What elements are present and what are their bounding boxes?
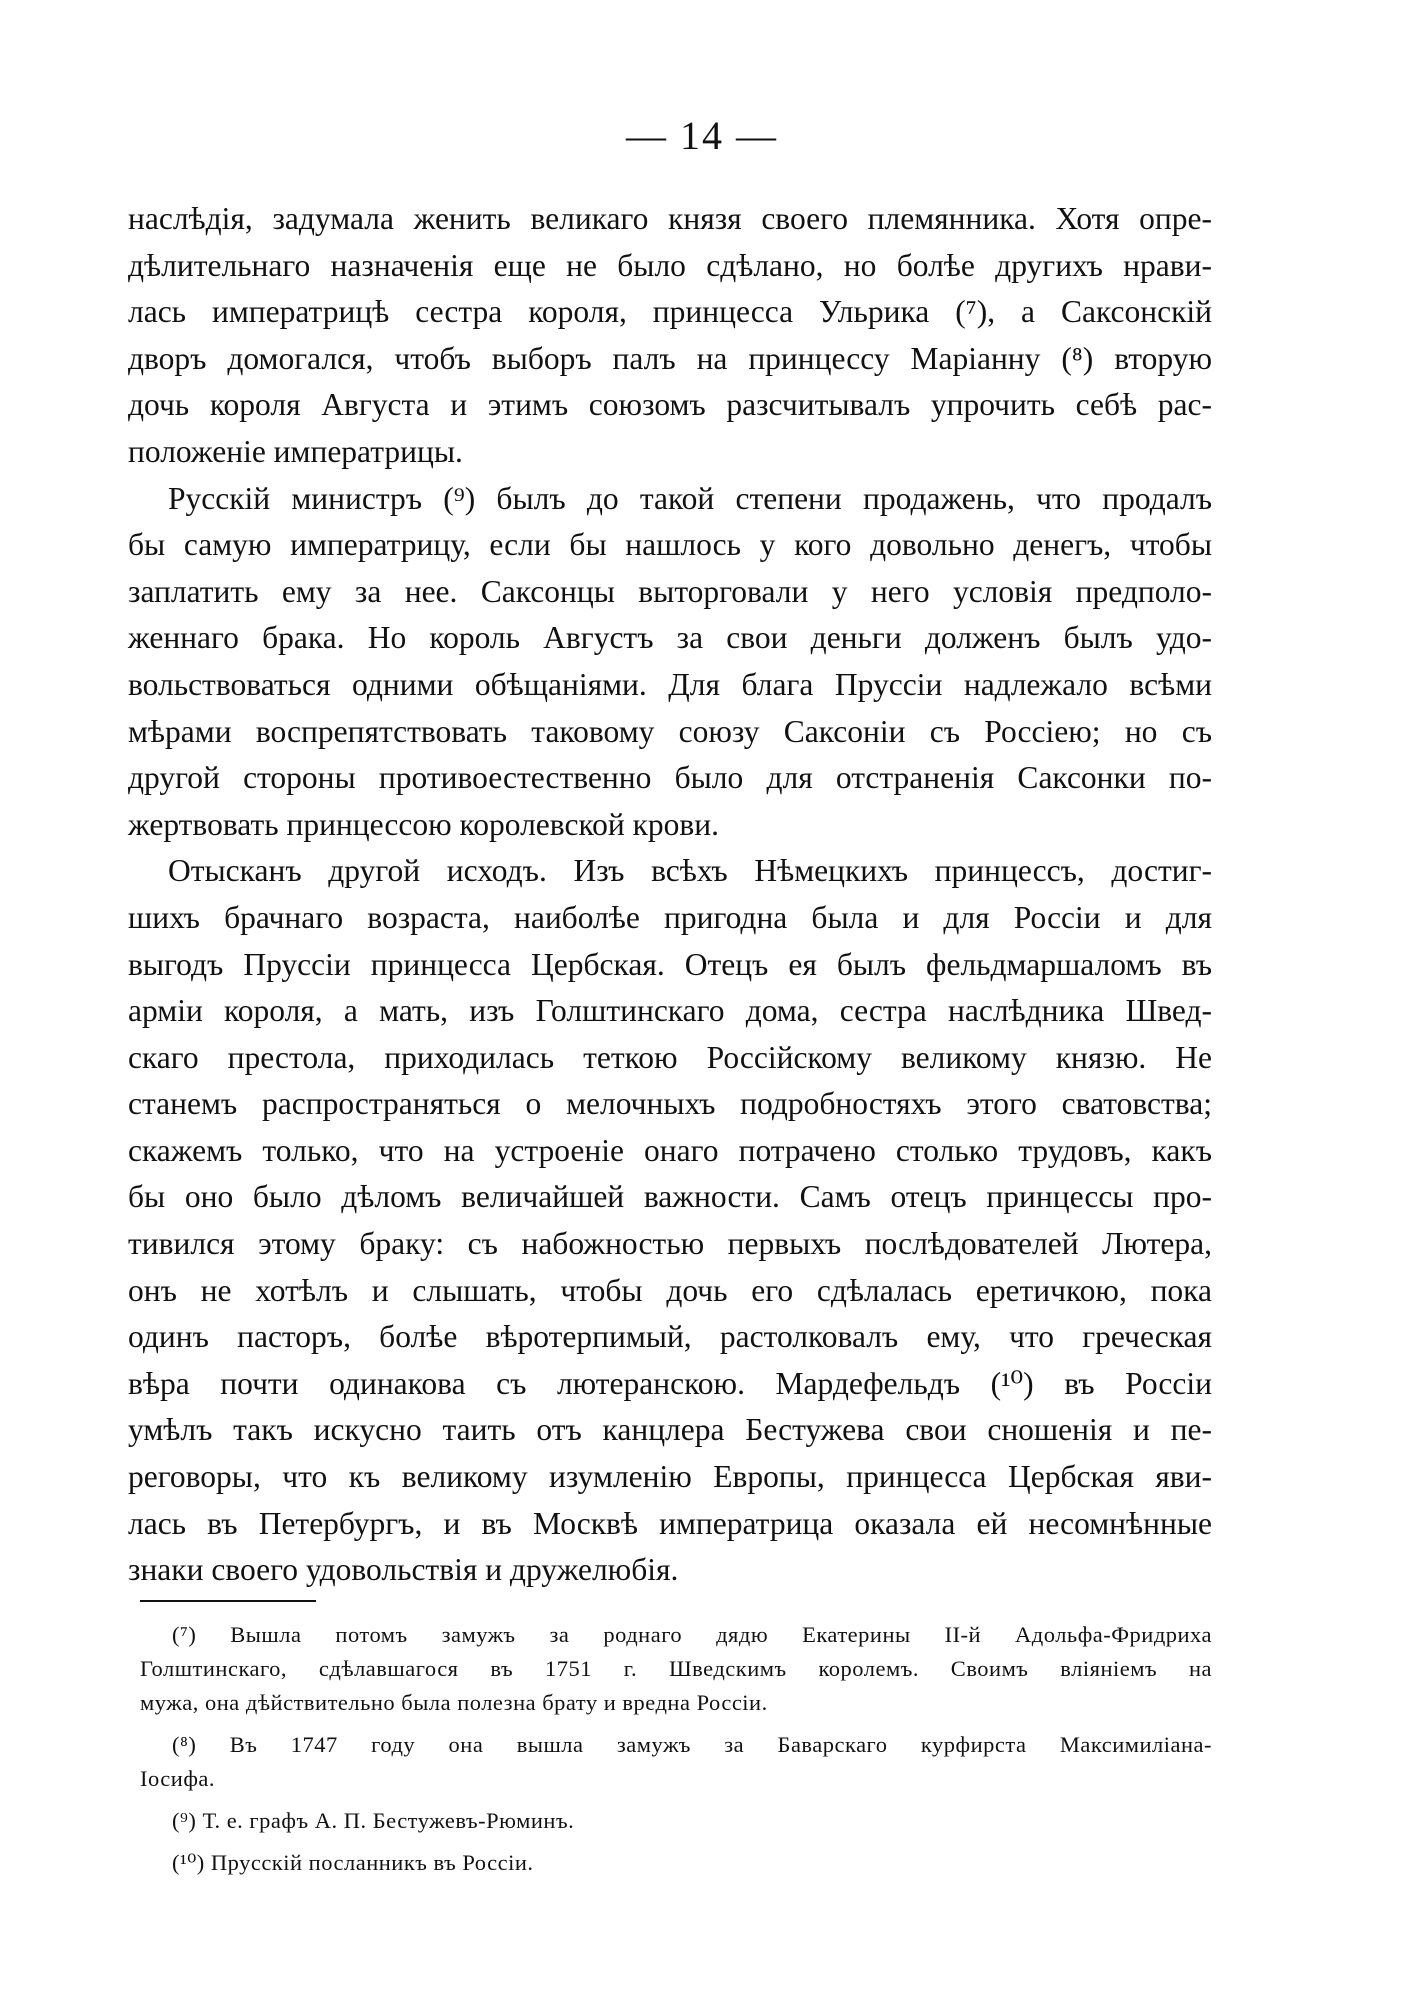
text-line: знаки своего удовольствія и дружелюбія. [128, 1552, 679, 1588]
paragraph-1 [128, 196, 1212, 476]
text-line: тивился этому браку: съ набожностью первыхъ послѣдователей Лютера, [128, 1226, 1212, 1262]
text-line: бы оно было дѣломъ величайшей важности. Самъ отецъ принцессы про- [128, 1179, 1212, 1215]
text-line: бы самую императрицу, если бы нашлось у кого довольно денегъ, чтобы [128, 527, 1212, 563]
text-line: Отысканъ другой исходъ. Изъ всѣхъ Нѣмецкихъ принцессъ, достиг- [168, 853, 1212, 889]
footnote-9 [140, 1804, 1212, 1838]
footnote-line: (¹⁰) Прусскій посланникъ въ Россіи. [172, 1850, 534, 1875]
text-line: вѣра почти одинакова съ лютеранскою. Мардефельдъ (¹⁰) въ Россіи [128, 1365, 1212, 1401]
text-line: онъ не хотѣлъ и слышать, чтобы дочь его сдѣлалась еретичкою, пока [128, 1272, 1212, 1308]
text-line: положеніе императрицы. [128, 433, 463, 469]
paragraph-3 [128, 848, 1212, 1594]
text-line: выгодъ Пруссіи принцесса Цербская. Отецъ ея былъ фельдмаршаломъ въ [128, 946, 1212, 982]
text-line: жертвовать принцессою королевской крови. [128, 806, 720, 842]
text-line: реговоры, что къ великому изумленію Европы, принцесса Цербская яви- [128, 1459, 1212, 1495]
footnote-line: Іосифа. [140, 1766, 216, 1791]
text-line: наслѣдія, задумала женить великаго князя своего племянника. Хотя опре- [128, 201, 1212, 236]
text-line: скаго престола, приходилась теткою Россійскому великому князю. Не [128, 1039, 1212, 1075]
text-line: мѣрами воспрепятствовать таковому союзу Саксоніи съ Россіею; но съ [128, 713, 1212, 749]
footnote-line: Голштинскаго, сдѣлавшагося въ 1751 г. Шведскимъ королемъ. Своимъ вліяніемъ на [140, 1656, 1212, 1681]
text-line: дочь короля Августа и этимъ союзомъ разсчитывалъ упрочить себѣ рас- [128, 387, 1212, 423]
text-line: шихъ брачнаго возраста, наиболѣе пригодна была и для Россіи и для [128, 899, 1212, 935]
page-number: — 14 — [626, 113, 778, 158]
text-line: вольствоваться одними обѣщаніями. Для блага Пруссіи надлежало всѣми [128, 666, 1212, 702]
footnote-7 [140, 1618, 1212, 1720]
text-line: скажемъ только, что на устроеніе онаго потрачено столько трудовъ, какъ [128, 1132, 1212, 1168]
footnote-8 [140, 1728, 1212, 1796]
footnote-line: (⁷) Вышла потомъ замужъ за роднаго дядю Екатерины II-й Адольфа-Фридриха [172, 1622, 1212, 1647]
paragraph-2 [128, 476, 1212, 849]
text-line: дворъ домогался, чтобъ выборъ палъ на принцессу Маріанну (⁸) вторую [128, 340, 1212, 376]
text-line: станемъ распространяться о мелочныхъ подробностяхъ этого сватовства; [128, 1086, 1212, 1122]
text-line: другой стороны противоестественно было для отстраненія Саксонки по- [128, 760, 1212, 796]
text-line: дѣлительнаго назначенія еще не было сдѣлано, но болѣе другихъ нрави- [128, 247, 1212, 283]
text-line: женнаго брака. Но король Августъ за свои деньги долженъ былъ удо- [128, 620, 1212, 656]
text-line: заплатить ему за нее. Саксонцы выторговали у него условія предполо- [128, 573, 1212, 609]
footnote-line: (⁹) Т. е. графъ А. П. Бестужевъ-Рюминъ. [172, 1808, 575, 1833]
text-line: арміи короля, а мать, изъ Голштинскаго дома, сестра наслѣдника Швед- [128, 993, 1212, 1029]
text-line: лась императрицѣ сестра короля, принцесса Ульрика (⁷), а Саксонскій [128, 294, 1212, 330]
text-line: одинъ пасторъ, болѣе вѣротерпимый, растолковалъ ему, что греческая [128, 1319, 1212, 1355]
footnote-line: (⁸) Въ 1747 году она вышла замужъ за Баварскаго курфирста Максимиліана- [172, 1732, 1212, 1757]
text-line: Русскій министръ (⁹) былъ до такой степени продажень, что продалъ [168, 480, 1212, 516]
text-line: лась въ Петербургъ, и въ Москвѣ императрица оказала ей несомнѣнные [128, 1505, 1212, 1541]
footnote-divider [140, 1600, 316, 1602]
footnote-10 [140, 1846, 1212, 1880]
footnote-line: мужа, она дѣйствительно была полезна брату и вредна Россіи. [140, 1690, 768, 1715]
text-line: умѣлъ такъ искусно таить отъ канцлера Бестужева свои сношенія и пе- [128, 1412, 1212, 1448]
body-text [128, 196, 1212, 1594]
footnotes [140, 1618, 1212, 1888]
